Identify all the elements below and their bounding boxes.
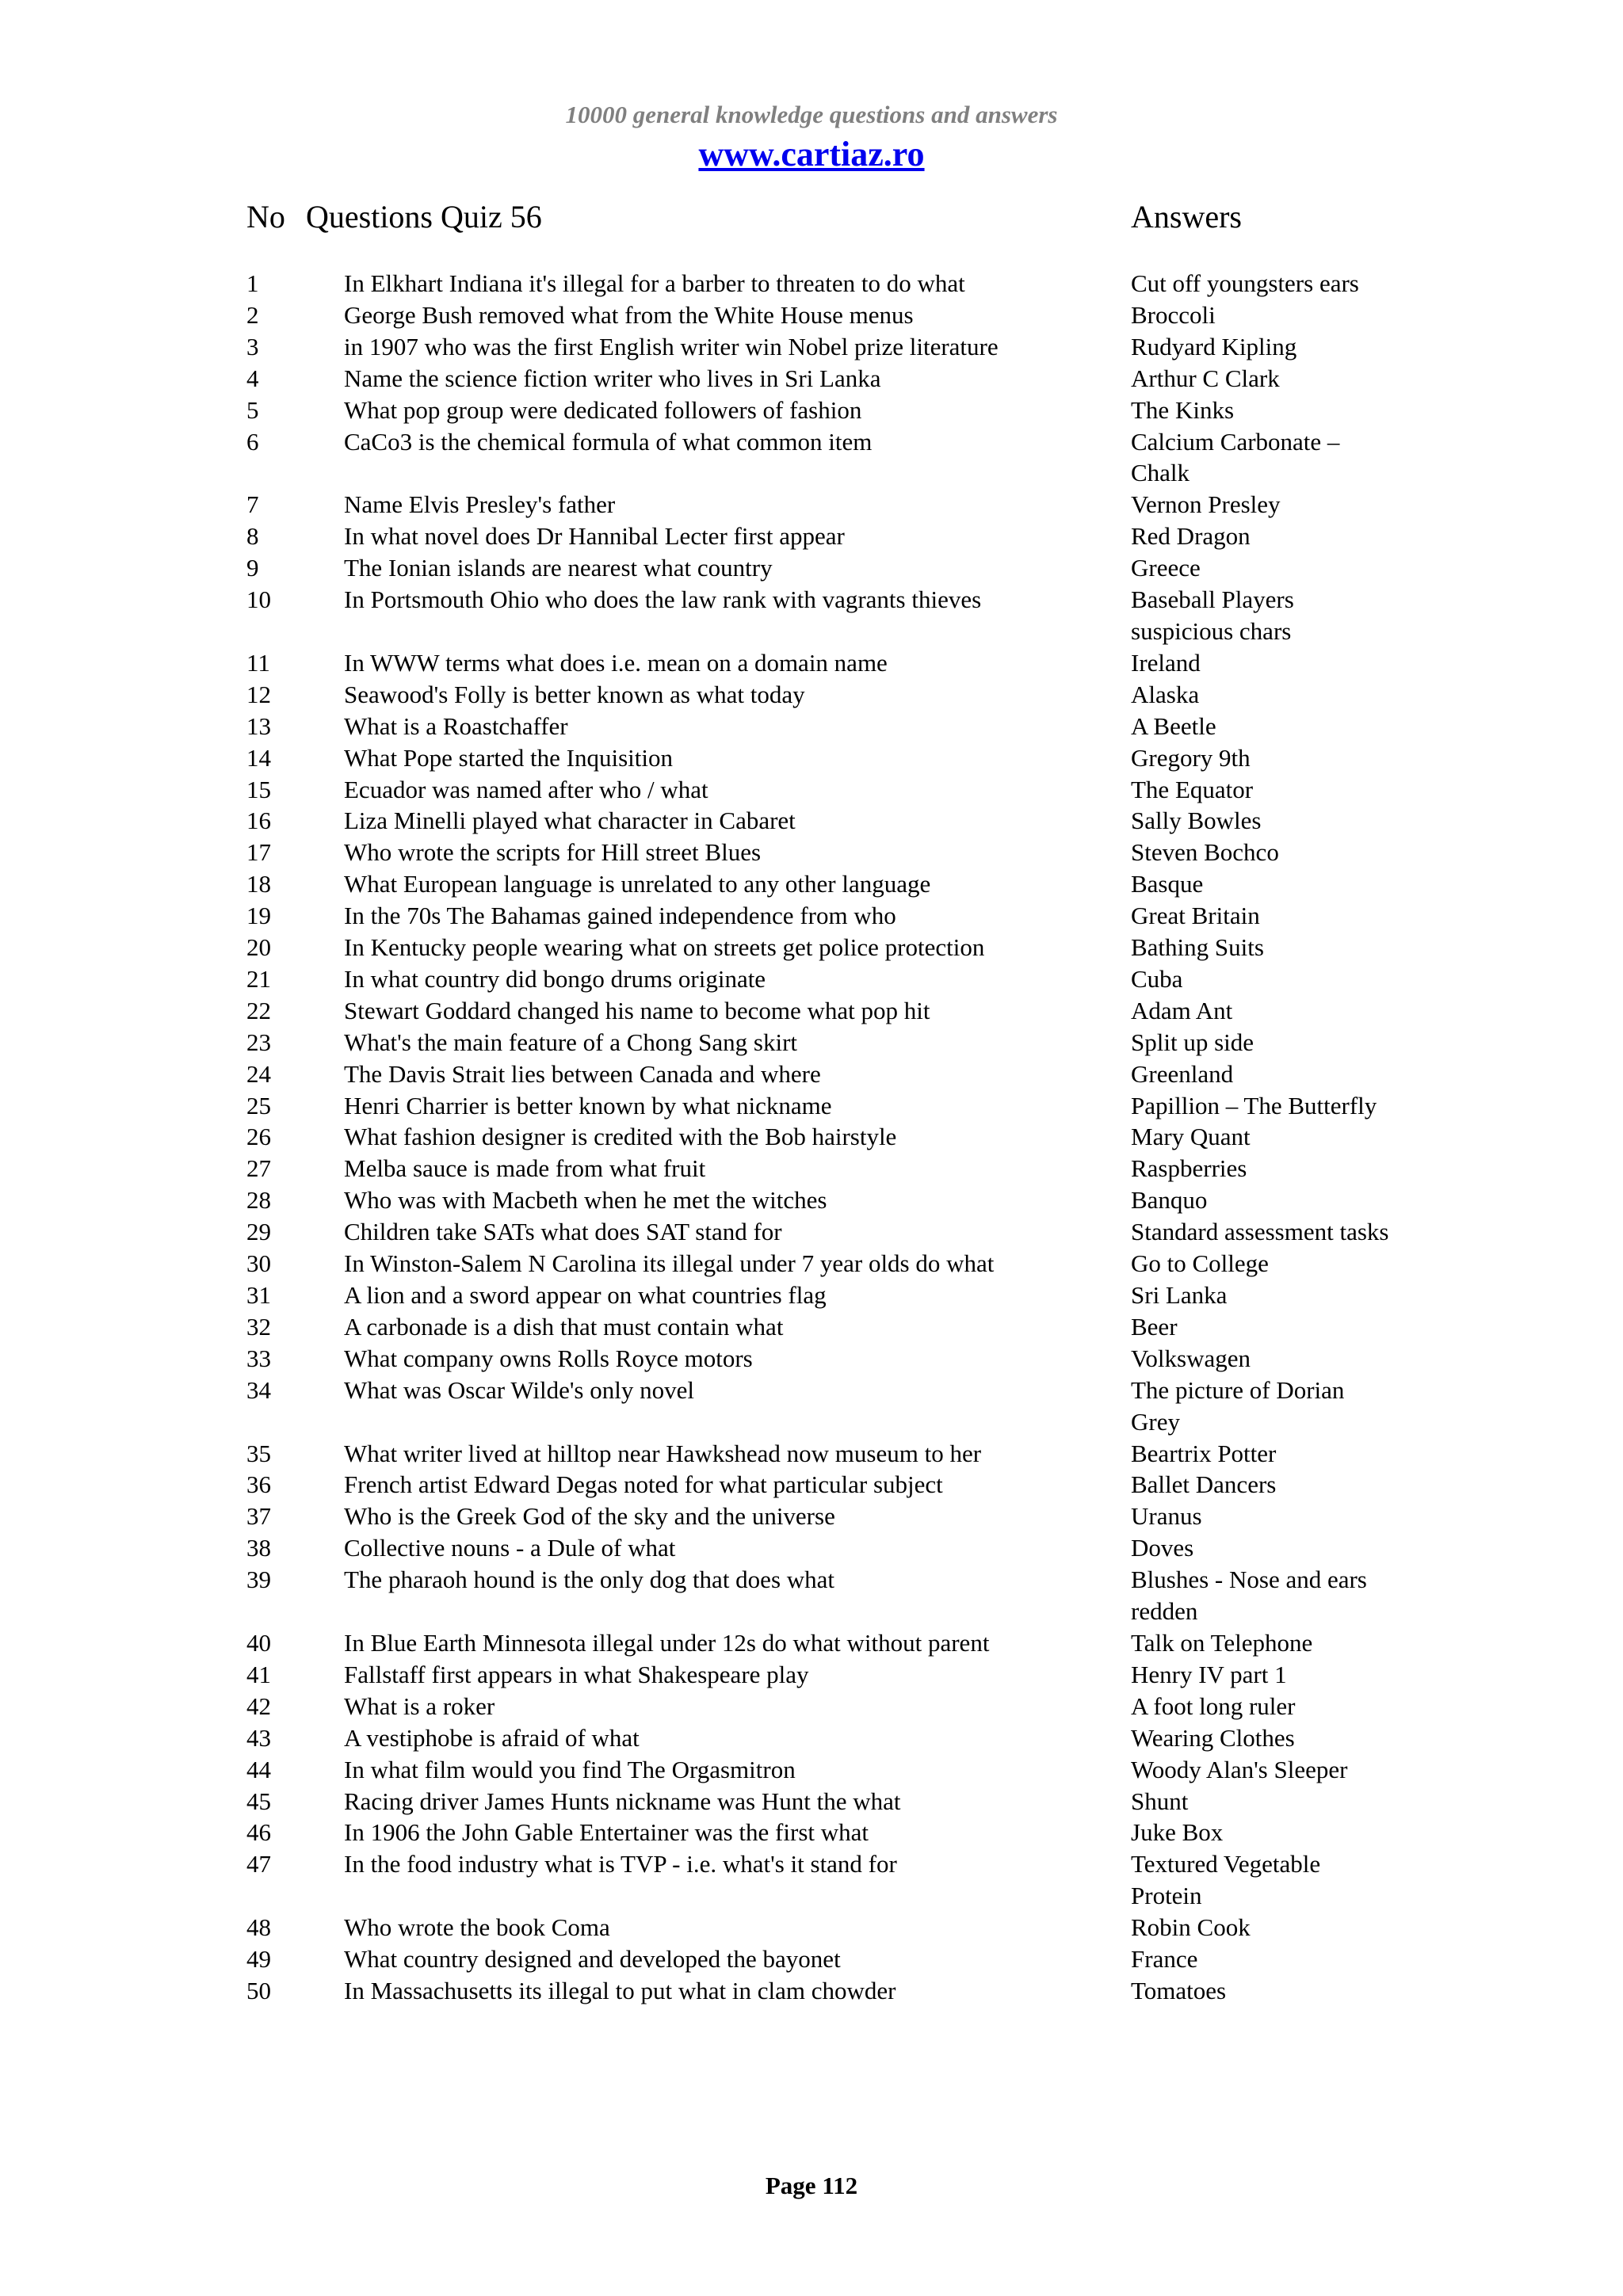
- question-number: 16: [246, 807, 271, 835]
- list-item: [0, 1469, 1623, 1501]
- question-text: Racing driver James Hunts nickname was Hunt the what: [344, 1787, 901, 1815]
- list-item: [0, 805, 1623, 837]
- answer-text: Adam Ant: [1131, 996, 1233, 1024]
- question-number: 38: [246, 1534, 271, 1562]
- question-text: In 1906 the John Gable Entertainer was the first what: [344, 1818, 869, 1847]
- question-text: What company owns Rolls Royce motors: [344, 1344, 753, 1372]
- list-item: [0, 1848, 1623, 1912]
- answer-text: Sally Bowles: [1131, 807, 1262, 835]
- question-number: 22: [246, 996, 271, 1024]
- question-number: 42: [246, 1691, 271, 1720]
- list-item: [0, 837, 1623, 868]
- question-number: 44: [246, 1755, 271, 1783]
- list-item: [0, 1248, 1623, 1280]
- question-number: 7: [246, 490, 259, 519]
- list-item: [0, 995, 1623, 1027]
- question-number: 15: [246, 775, 271, 803]
- question-number: 11: [246, 648, 270, 677]
- question-number: 1: [246, 269, 259, 297]
- question-text: What writer lived at hilltop near Hawkshead now museum to her: [344, 1439, 982, 1467]
- answer-text: Beer: [1131, 1312, 1178, 1341]
- question-number: 49: [246, 1945, 271, 1974]
- answer-text: Sri Lanka: [1131, 1281, 1228, 1309]
- question-text: In Blue Earth Minnesota illegal under 12s do what without parent: [344, 1628, 990, 1657]
- question-text: In what novel does Dr Hannibal Lecter first appear: [344, 522, 845, 551]
- answer-text: Wearing Clothes: [1131, 1723, 1295, 1752]
- question-text: In WWW terms what does i.e. mean on a domain name: [344, 648, 888, 677]
- question-number: 26: [246, 1123, 271, 1151]
- list-item: [0, 774, 1623, 806]
- answer-text: Standard assessment tasks: [1131, 1218, 1389, 1246]
- header-link-container: [0, 133, 1623, 176]
- question-number: 29: [246, 1218, 271, 1246]
- question-number: 24: [246, 1059, 271, 1088]
- list-item: [0, 331, 1623, 363]
- question-text: Seawood's Folly is better known as what today: [344, 680, 805, 708]
- answer-text: Cuba: [1131, 964, 1183, 993]
- list-item: [0, 489, 1623, 521]
- question-number: 33: [246, 1344, 271, 1372]
- list-item: [0, 299, 1623, 331]
- list-item: [0, 647, 1623, 679]
- question-text: in 1907 who was the first English writer win Nobel prize literature: [344, 332, 999, 360]
- column-header-no: No: [246, 199, 285, 235]
- answer-text: Cut off youngsters ears: [1131, 269, 1359, 297]
- answer-text: Split up side: [1131, 1028, 1254, 1056]
- column-header-answers: Answers: [1131, 199, 1242, 235]
- list-item: [0, 1564, 1623, 1627]
- answer-text: Bathing Suits: [1131, 933, 1264, 962]
- answer-text: Tomatoes: [1131, 1976, 1227, 2004]
- list-item: [0, 363, 1623, 395]
- question-text: What was Oscar Wilde's only novel: [344, 1375, 694, 1404]
- list-item: [0, 711, 1623, 742]
- question-number: 46: [246, 1818, 271, 1847]
- question-number: 4: [246, 364, 259, 392]
- question-text: The Ionian islands are nearest what country: [344, 554, 773, 582]
- question-number: 48: [246, 1913, 271, 1942]
- question-number: 27: [246, 1154, 271, 1183]
- answer-text: Red Dragon: [1131, 522, 1251, 551]
- question-number: 40: [246, 1628, 271, 1657]
- answer-text: Ballet Dancers: [1131, 1470, 1277, 1499]
- answer-text: A Beetle: [1131, 711, 1216, 740]
- answer-text: Gregory 9th: [1131, 743, 1251, 772]
- question-text: What Pope started the Inquisition: [344, 743, 673, 772]
- question-text: George Bush removed what from the White House menus: [344, 300, 914, 329]
- answer-text: Blushes - Nose and ears redden: [1131, 1566, 1367, 1626]
- page-number: Page 112: [765, 2172, 858, 2199]
- question-number: 23: [246, 1028, 271, 1056]
- question-number: 18: [246, 870, 271, 898]
- website-link[interactable]: www.cartiaz.ro: [698, 135, 925, 174]
- list-item: [0, 1216, 1623, 1248]
- answer-text: Broccoli: [1131, 300, 1216, 329]
- answer-text: Beartrix Potter: [1131, 1439, 1277, 1467]
- list-item: [0, 1058, 1623, 1090]
- question-number: 39: [246, 1566, 271, 1594]
- list-item: [0, 584, 1623, 647]
- question-number: 6: [246, 427, 259, 456]
- list-item: [0, 1090, 1623, 1122]
- answer-text: Textured Vegetable Protein: [1131, 1850, 1321, 1910]
- question-text: French artist Edward Degas noted for what particular subject: [344, 1470, 943, 1499]
- question-text: Name Elvis Presley's father: [344, 490, 616, 519]
- list-item: [0, 1817, 1623, 1848]
- answer-text: Go to College: [1131, 1249, 1269, 1278]
- answer-text: Steven Bochco: [1131, 838, 1279, 867]
- question-text: The pharaoh hound is the only dog that does what: [344, 1566, 835, 1594]
- question-text: Melba sauce is made from what fruit: [344, 1154, 706, 1183]
- list-item: [0, 679, 1623, 711]
- question-text: Stewart Goddard changed his name to become what pop hit: [344, 996, 930, 1024]
- answer-text: Volkswagen: [1131, 1344, 1251, 1372]
- question-number: 28: [246, 1186, 271, 1215]
- question-text: Who wrote the book Coma: [344, 1913, 610, 1942]
- list-item: [0, 1754, 1623, 1786]
- answer-text: Raspberries: [1131, 1154, 1247, 1183]
- question-number: 36: [246, 1470, 271, 1499]
- list-item: [0, 268, 1623, 299]
- question-number: 20: [246, 933, 271, 962]
- question-number: 13: [246, 711, 271, 740]
- list-item: [0, 900, 1623, 932]
- list-item: [0, 521, 1623, 552]
- question-text: What is a Roastchaffer: [344, 711, 568, 740]
- list-item: [0, 1153, 1623, 1184]
- question-number: 19: [246, 902, 271, 930]
- list-item: [0, 1280, 1623, 1311]
- list-item: [0, 1912, 1623, 1943]
- list-item: [0, 1375, 1623, 1438]
- question-text: Who wrote the scripts for Hill street Blues: [344, 838, 762, 867]
- question-text: In Winston-Salem N Carolina its illegal under 7 year olds do what: [344, 1249, 995, 1278]
- answer-text: Arthur C Clark: [1131, 364, 1280, 392]
- question-number: 17: [246, 838, 271, 867]
- question-text: In Portsmouth Ohio who does the law rank with vagrants thieves: [344, 585, 982, 614]
- question-number: 8: [246, 522, 259, 551]
- question-text: A lion and a sword appear on what countries flag: [344, 1281, 827, 1309]
- answer-text: The Kinks: [1131, 395, 1235, 424]
- answer-text: The Equator: [1131, 775, 1254, 803]
- list-item: [0, 395, 1623, 426]
- question-text: What European language is unrelated to any other language: [344, 870, 931, 898]
- question-number: 9: [246, 554, 259, 582]
- answer-text: Basque: [1131, 870, 1204, 898]
- column-header-questions: Questions Quiz 56: [306, 199, 542, 235]
- question-number: 14: [246, 743, 271, 772]
- question-text: A vestiphobe is afraid of what: [344, 1723, 640, 1752]
- document-subtitle: 10000 general knowledge questions and answers: [565, 101, 1058, 128]
- question-text: The Davis Strait lies between Canada and where: [344, 1059, 821, 1088]
- question-text: In the food industry what is TVP - i.e. what's it stand for: [344, 1850, 897, 1878]
- answer-text: Robin Cook: [1131, 1913, 1251, 1942]
- answer-text: Ireland: [1131, 648, 1201, 677]
- answer-text: Greece: [1131, 554, 1201, 582]
- question-text: What pop group were dedicated followers of fashion: [344, 395, 862, 424]
- list-item: [0, 1438, 1623, 1470]
- question-number: 3: [246, 332, 259, 360]
- answer-text: Doves: [1131, 1534, 1194, 1562]
- list-item: [0, 1659, 1623, 1691]
- list-item: [0, 1722, 1623, 1754]
- list-item: [0, 1343, 1623, 1375]
- answer-text: Juke Box: [1131, 1818, 1224, 1847]
- question-text: What is a roker: [344, 1691, 495, 1720]
- answer-text: Great Britain: [1131, 902, 1260, 930]
- list-item: [0, 1786, 1623, 1817]
- question-text: What country designed and developed the bayonet: [344, 1945, 841, 1974]
- answer-text: France: [1131, 1945, 1198, 1974]
- answer-text: A foot long ruler: [1131, 1691, 1296, 1720]
- question-text: What fashion designer is credited with the Bob hairstyle: [344, 1123, 897, 1151]
- answer-text: Mary Quant: [1131, 1123, 1251, 1151]
- list-item: [0, 1975, 1623, 2007]
- question-text: A carbonade is a dish that must contain what: [344, 1312, 784, 1341]
- answer-text: Vernon Presley: [1131, 490, 1281, 519]
- answer-text: Papillion – The Butterfly: [1131, 1091, 1377, 1119]
- answer-text: Talk on Telephone: [1131, 1628, 1313, 1657]
- list-item: [0, 1311, 1623, 1343]
- question-text: In Elkhart Indiana it's illegal for a barber to threaten to do what: [344, 269, 965, 297]
- answer-text: Shunt: [1131, 1787, 1189, 1815]
- list-item: [0, 1184, 1623, 1216]
- question-text: In the 70s The Bahamas gained independence from who: [344, 902, 896, 930]
- list-item: [0, 1501, 1623, 1532]
- question-number: 25: [246, 1091, 271, 1119]
- list-item: [0, 1121, 1623, 1153]
- question-text: Collective nouns - a Dule of what: [344, 1534, 676, 1562]
- question-number: 47: [246, 1850, 271, 1878]
- list-item: [0, 742, 1623, 774]
- answer-text: The picture of Dorian Grey: [1131, 1375, 1345, 1436]
- question-number: 41: [246, 1660, 271, 1688]
- question-text: In what film would you find The Orgasmitron: [344, 1755, 796, 1783]
- answer-text: Henry IV part 1: [1131, 1660, 1287, 1688]
- question-number: 31: [246, 1281, 271, 1309]
- question-text: Fallstaff first appears in what Shakespeare play: [344, 1660, 809, 1688]
- question-text: Ecuador was named after who / what: [344, 775, 708, 803]
- answer-text: Rudyard Kipling: [1131, 332, 1297, 360]
- question-text: What's the main feature of a Chong Sang skirt: [344, 1028, 798, 1056]
- list-item: [0, 552, 1623, 584]
- question-text: In what country did bongo drums originate: [344, 964, 766, 993]
- question-number: 32: [246, 1312, 271, 1341]
- question-number: 21: [246, 964, 271, 993]
- answer-text: Uranus: [1131, 1502, 1202, 1531]
- question-text: Who was with Macbeth when he met the witches: [344, 1186, 827, 1215]
- answer-text: Greenland: [1131, 1059, 1234, 1088]
- list-item: [0, 963, 1623, 995]
- question-number: 35: [246, 1439, 271, 1467]
- question-number: 37: [246, 1502, 271, 1531]
- question-number: 5: [246, 395, 259, 424]
- list-item: [0, 1691, 1623, 1722]
- question-number: 34: [246, 1375, 271, 1404]
- list-item: [0, 426, 1623, 490]
- list-item: [0, 1027, 1623, 1058]
- list-item: [0, 1943, 1623, 1975]
- question-text: Henri Charrier is better known by what nickname: [344, 1091, 832, 1119]
- list-item: [0, 868, 1623, 900]
- question-text: Who is the Greek God of the sky and the universe: [344, 1502, 835, 1531]
- list-item: [0, 1532, 1623, 1564]
- answer-text: Alaska: [1131, 680, 1200, 708]
- question-number: 2: [246, 300, 259, 329]
- question-text: In Kentucky people wearing what on streets get police protection: [344, 933, 985, 962]
- question-text: Liza Minelli played what character in Cabaret: [344, 807, 796, 835]
- list-item: [0, 1627, 1623, 1659]
- answer-text: Calcium Carbonate – Chalk: [1131, 427, 1340, 487]
- question-number: 12: [246, 680, 271, 708]
- question-number: 45: [246, 1787, 271, 1815]
- answer-text: Baseball Players suspicious chars: [1131, 585, 1294, 645]
- list-item: [0, 932, 1623, 963]
- question-text: CaCo3 is the chemical formula of what common item: [344, 427, 873, 456]
- question-number: 43: [246, 1723, 271, 1752]
- question-number: 30: [246, 1249, 271, 1278]
- question-number: 10: [246, 585, 271, 614]
- question-text: In Massachusetts its illegal to put what in clam chowder: [344, 1976, 896, 2004]
- answer-text: Woody Alan's Sleeper: [1131, 1755, 1348, 1783]
- quiz-list: [0, 268, 1623, 2007]
- answer-text: Banquo: [1131, 1186, 1208, 1215]
- question-text: Children take SATs what does SAT stand for: [344, 1218, 782, 1246]
- question-number: 50: [246, 1976, 271, 2004]
- question-text: Name the science fiction writer who lives in Sri Lanka: [344, 364, 881, 392]
